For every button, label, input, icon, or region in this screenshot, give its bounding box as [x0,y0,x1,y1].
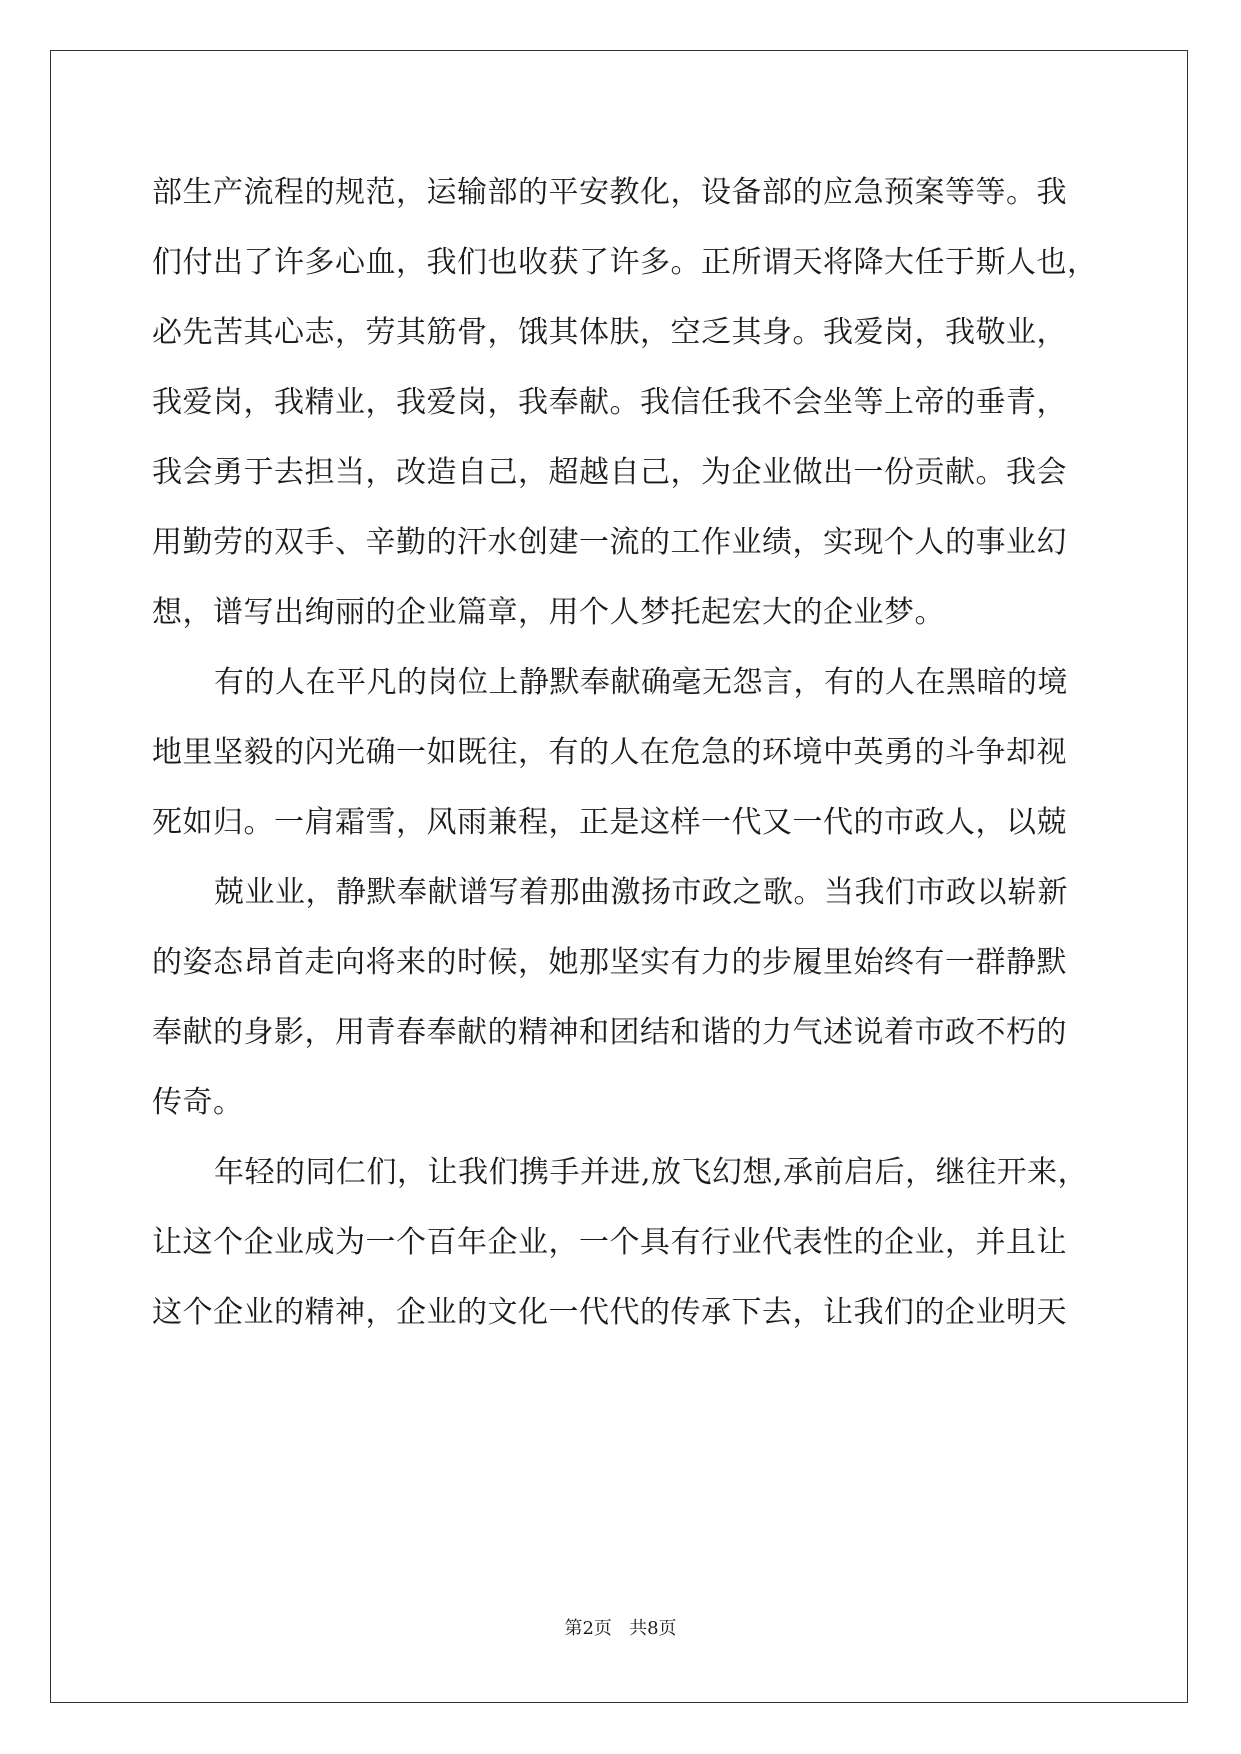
text-line: 部生产流程的规范，运输部的平安教化，设备部的应急预案等等。我 [152,175,1067,210]
text-line: 我爱岗，我精业，我爱岗，我奉献。我信任我不会坐等上帝的垂青， [152,385,1067,420]
document-body [152,158,1098,1348]
text-line: 们付出了许多心血，我们也收获了许多。正所谓天将降大任于斯人也， [152,245,1098,280]
text-line: 传奇。 [152,1085,244,1120]
text-line: 地里坚毅的闪光确一如既往，有的人在危急的环境中英勇的斗争却视 [152,735,1067,770]
page-number-footer: 第2页 共8页 [564,1618,677,1639]
text-line: 我会勇于去担当，改造自己，超越自己，为企业做出一份贡献。我会 [152,455,1067,490]
text-line: 这个企业的精神，企业的文化一代代的传承下去，让我们的企业明天 [152,1295,1067,1330]
paragraph-first-line: 年轻的同仁们，让我们携手并进,放飞幻想,承前启后，继往开来， [214,1155,1089,1190]
text-line: 让这个企业成为一个百年企业，一个具有行业代表性的企业，并且让 [152,1225,1067,1260]
text-line: 兢业业，静默奉献谱写着那曲激扬市政之歌。当我们市政以崭新 [214,875,1068,910]
text-line: 想，谱写出绚丽的企业篇章，用个人梦托起宏大的企业梦。 [152,595,945,630]
text-line: 用勤劳的双手、辛勤的汗水创建一流的工作业绩，实现个人的事业幻 [152,525,1067,560]
paragraph-first-line: 有的人在平凡的岗位上静默奉献确毫无怨言，有的人在黑暗的境 [214,665,1068,700]
text-line: 必先苦其心志，劳其筋骨，饿其体肤，空乏其身。我爱岗，我敬业， [152,315,1067,350]
text-line: 死如归。一肩霜雪，风雨兼程，正是这样一代又一代的市政人，以兢 [152,805,1067,840]
text-line: 奉献的身影，用青春奉献的精神和团结和谐的力气述说着市政不朽的 [152,1015,1067,1050]
text-line: 的姿态昂首走向将来的时候，她那坚实有力的步履里始终有一群静默 [152,945,1067,980]
